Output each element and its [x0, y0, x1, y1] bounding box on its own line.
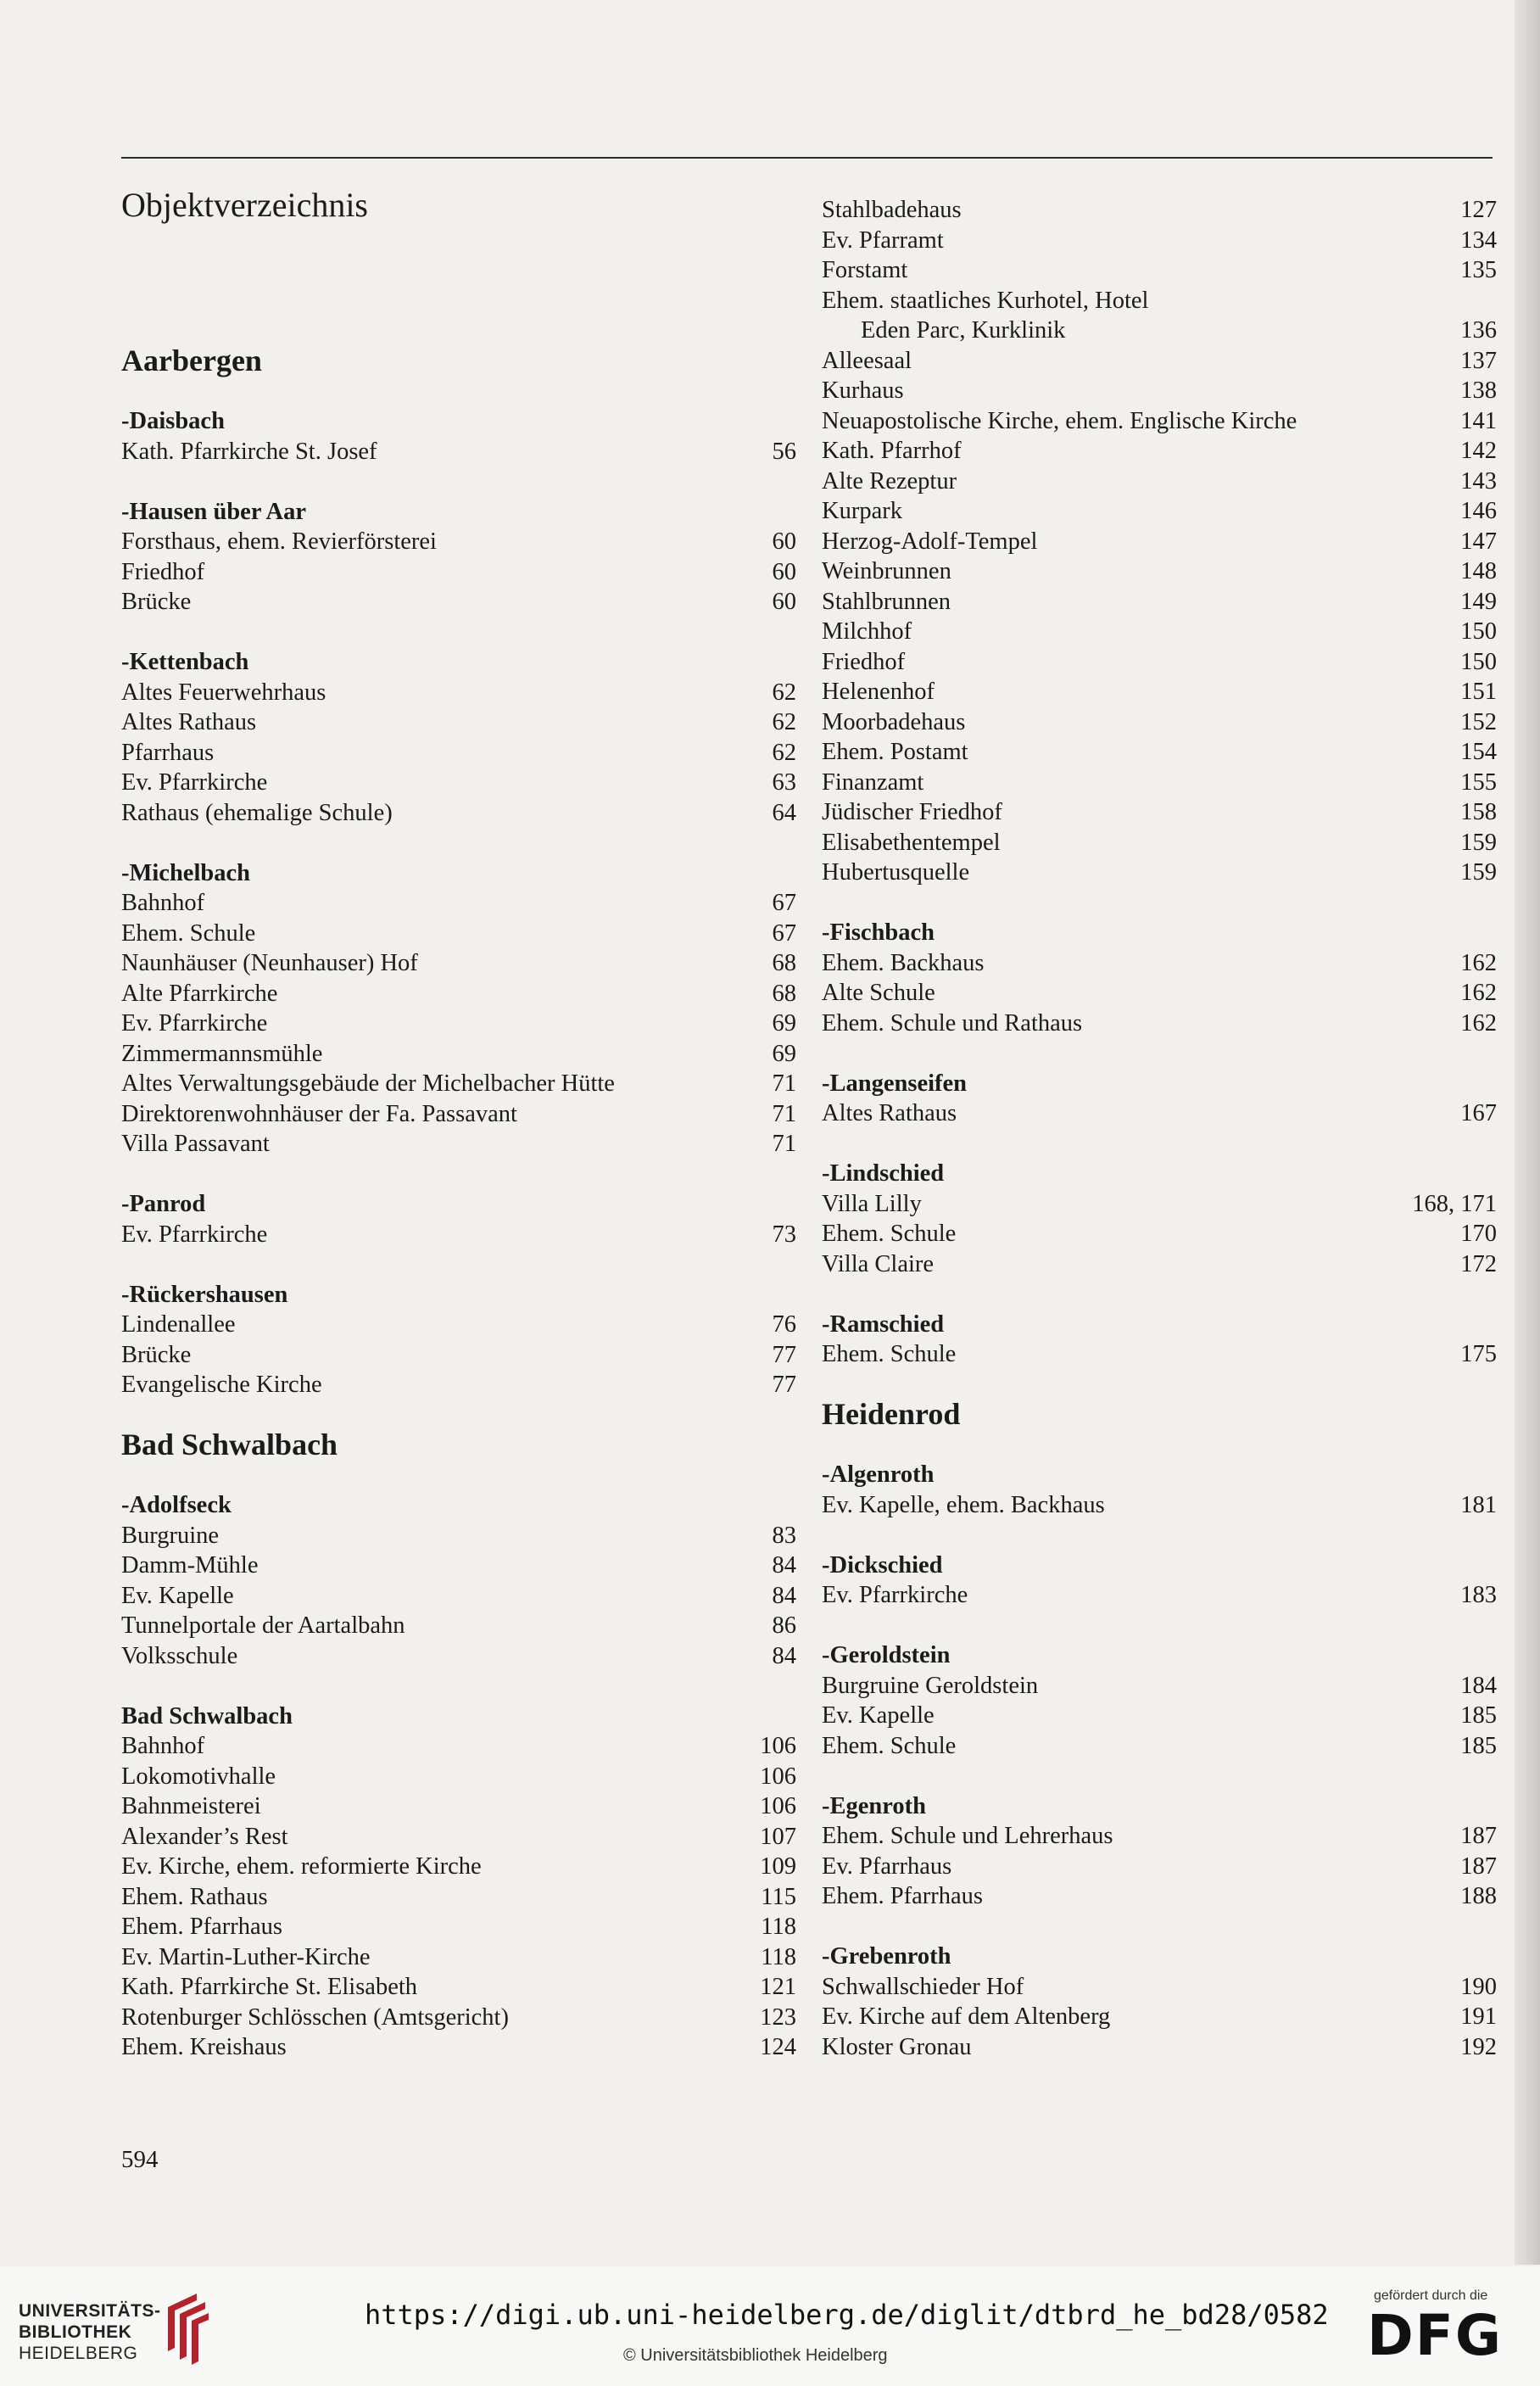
index-column-right: [822, 195, 1497, 2062]
entry-name: Villa Lilly: [822, 1190, 922, 1217]
index-entry: [822, 1249, 1497, 1280]
index-entry: [822, 195, 1497, 226]
locality-heading: -Dickschied: [822, 1551, 943, 1579]
entry-name: Zimmermannsmühle: [121, 1040, 323, 1067]
spacer: [121, 1400, 796, 1431]
index-entry: [121, 1310, 796, 1340]
entry-page: 143: [1460, 467, 1497, 495]
index-entry: [822, 1490, 1497, 1521]
entry-page: 127: [1460, 197, 1497, 223]
spacer: [822, 1129, 1497, 1159]
entry-page: 152: [1460, 708, 1497, 735]
entry-page: 185: [1460, 1732, 1497, 1759]
entry-page: 150: [1460, 618, 1497, 645]
entry-name: Ehem. Pfarrhaus: [121, 1914, 282, 1940]
index-entry: [121, 1611, 796, 1641]
entry-name: Ehem. staatliches Kurhotel, Hotel: [822, 287, 1149, 314]
entry-name: Forsthaus, ehem. Revierförsterei: [121, 528, 437, 555]
index-entry: [121, 707, 796, 738]
index-entry: [121, 1039, 796, 1070]
index-entry: [121, 437, 796, 467]
entry-name: Stahlbadehaus: [822, 197, 962, 223]
entry-page: 187: [1460, 1823, 1497, 1849]
entry-name: Alte Schule: [822, 980, 935, 1006]
section-heading: Aarbergen: [121, 344, 262, 377]
index-entry: [121, 2032, 796, 2063]
entry-name: Alte Rezeptur: [822, 467, 957, 495]
entry-name: Friedhof: [121, 558, 205, 585]
locality-heading: -Hausen über Aar: [121, 498, 306, 525]
entry-page: 167: [1460, 1100, 1497, 1126]
index-entry: [822, 556, 1497, 587]
index-entry: [822, 978, 1497, 1009]
entry-page: 136: [1460, 317, 1497, 344]
index-entry: [822, 1098, 1497, 1129]
index-entry: [822, 797, 1497, 828]
index-entry: [121, 919, 796, 949]
index-entry: [822, 617, 1497, 647]
index-entry: [822, 346, 1497, 377]
entry-name: Lokomotivhalle: [121, 1763, 276, 1790]
entry-page: 183: [1460, 1582, 1497, 1608]
entry-page: 154: [1460, 739, 1497, 765]
entry-name: Villa Claire: [822, 1250, 935, 1277]
entry-name: Ehem. Pfarrhaus: [822, 1883, 983, 1909]
entry-name: Herzog-Adolf-Tempel: [822, 528, 1038, 555]
entry-page: 124: [760, 2034, 796, 2060]
entry-page: 106: [760, 1793, 796, 1819]
entry-name: Rotenburger Schlösschen (Amtsgericht): [121, 2003, 509, 2031]
index-entry: [121, 557, 796, 588]
entry-page: 150: [1460, 648, 1497, 675]
index-entry: [121, 1069, 796, 1099]
entry-name: Forstamt: [822, 257, 908, 283]
entry-name: Schwallschieder Hof: [822, 1973, 1024, 2000]
index-entry: [121, 1521, 796, 1551]
index-entry: [121, 1912, 796, 1942]
index-entry: [822, 1339, 1497, 1370]
index-entry: [822, 737, 1497, 768]
entry-page: 106: [760, 1733, 796, 1759]
library-line-3: HEIDELBERG: [19, 2344, 138, 2363]
entry-name: Alleesaal: [822, 347, 912, 374]
entry-page: 142: [1460, 438, 1497, 464]
locality-heading: -Panrod: [121, 1191, 206, 1217]
entry-page: 147: [1460, 528, 1497, 555]
index-entry: [822, 1701, 1497, 1731]
index-entry: [121, 979, 796, 1009]
top-rule: [121, 157, 1493, 159]
entry-name: Milchhof: [822, 618, 912, 645]
entry-name: Ev. Kapelle, ehem. Backhaus: [822, 1491, 1105, 1518]
index-entry: [121, 1972, 796, 2003]
entry-name: Ev. Pfarrkirche: [121, 769, 268, 796]
entry-page: 159: [1460, 859, 1497, 886]
entry-name: Ehem. Schule: [121, 919, 256, 947]
index-entry: [822, 255, 1497, 286]
index-entry: [822, 858, 1497, 888]
dfg-logo: DFG: [1367, 2303, 1504, 2368]
entry-page: 62: [772, 679, 796, 706]
index-entry: [121, 1581, 796, 1612]
entry-page: 77: [772, 1341, 796, 1368]
entry-page: 184: [1460, 1672, 1497, 1699]
entry-name: Ehem. Schule: [822, 1732, 957, 1759]
entry-name: Altes Rathaus: [822, 1100, 957, 1126]
entry-name: Ehem. Postamt: [822, 739, 968, 765]
entry-name: Bahnmeisterei: [121, 1793, 261, 1819]
entry-page: 149: [1460, 588, 1497, 615]
entry-page: 63: [772, 769, 796, 796]
spacer: [822, 1430, 1497, 1461]
index-entry: [121, 888, 796, 919]
locality-heading: -Egenroth: [822, 1792, 926, 1819]
spacer: [121, 1159, 796, 1190]
entry-name: Rathaus (ehemalige Schule): [121, 799, 393, 826]
locality-heading: -Michelbach: [121, 859, 250, 886]
spacer: [121, 467, 796, 497]
index-entry: [822, 1671, 1497, 1701]
index-entry: [822, 436, 1497, 467]
entry-name: Tunnelportale der Aartalbahn: [121, 1612, 405, 1639]
index-entry: [822, 1731, 1497, 1762]
entry-page: 68: [772, 980, 796, 1007]
entry-page: 185: [1460, 1702, 1497, 1729]
entry-name: Kath. Pfarrkirche St. Josef: [121, 438, 377, 465]
index-entry: [822, 496, 1497, 527]
index-entry: [121, 527, 796, 557]
library-line-1: UNIVERSITÄTS-: [19, 2301, 161, 2321]
entry-name: Damm-Mühle: [121, 1552, 259, 1579]
index-entry: [822, 2002, 1497, 2032]
index-entry: [121, 2003, 796, 2033]
entry-page: 84: [772, 1642, 796, 1669]
index-entry: [822, 1852, 1497, 1882]
section-heading: Bad Schwalbach: [121, 1428, 338, 1461]
index-entry: [822, 467, 1497, 497]
entry-page: 121: [760, 1974, 796, 2000]
index-entry: [822, 1972, 1497, 2003]
index-entry: [822, 316, 1497, 346]
index-entry: [121, 1099, 796, 1130]
copyright-notice: © Universitätsbibliothek Heidelberg: [623, 2346, 888, 2365]
page-edge: [1515, 0, 1540, 2265]
entry-name: Ehem. Schule: [822, 1221, 957, 1247]
entry-name: Brücke: [121, 1341, 192, 1368]
spacer: [121, 617, 796, 648]
entry-page: 135: [1460, 257, 1497, 283]
entry-name: Ev. Pfarrkirche: [822, 1582, 968, 1608]
entry-page: 106: [760, 1763, 796, 1790]
index-entry: [121, 1852, 796, 1882]
spacer: [822, 1520, 1497, 1551]
entry-page: 71: [772, 1100, 796, 1127]
entry-name: Altes Rathaus: [121, 709, 257, 735]
entry-name: Ev. Kapelle: [822, 1702, 935, 1729]
entry-name: Friedhof: [822, 648, 906, 675]
entry-name: Bahnhof: [121, 1733, 205, 1759]
entry-page: 67: [772, 919, 796, 947]
entry-name: Ehem. Schule: [822, 1341, 957, 1367]
entry-page: 83: [772, 1522, 796, 1549]
locality-heading: -Daisbach: [121, 408, 225, 434]
index-entry: [822, 707, 1497, 738]
index-entry: [121, 1340, 796, 1371]
permalink-url[interactable]: https://digi.ub.uni-heidelberg.de/diglit/dtbrd_he_bd28/0582: [365, 2299, 1329, 2331]
index-entry: [822, 226, 1497, 256]
index-entry: [822, 286, 1497, 316]
entry-page: 146: [1460, 498, 1497, 524]
entry-page: 158: [1460, 799, 1497, 825]
entry-name: Moorbadehaus: [822, 708, 966, 735]
entry-name: Ehem. Schule und Lehrerhaus: [822, 1823, 1113, 1849]
entry-name: Elisabethentempel: [822, 829, 1001, 856]
index-entry: [121, 798, 796, 829]
entry-name: Evangelische Kirche: [121, 1372, 322, 1398]
entry-page: 84: [772, 1552, 796, 1579]
entry-page: 170: [1460, 1221, 1497, 1247]
entry-page: 86: [772, 1612, 796, 1639]
index-entry: [121, 1942, 796, 1973]
spacer: [822, 1912, 1497, 1942]
spacer: [121, 1461, 796, 1491]
entry-name: Ev. Pfarrkirche: [121, 1221, 268, 1248]
entry-page: 181: [1460, 1491, 1497, 1518]
spacer: [822, 1370, 1497, 1400]
entry-name: Alexander’s Rest: [121, 1823, 288, 1850]
entry-page: 191: [1460, 2003, 1497, 2030]
entry-name: Kath. Pfarrhof: [822, 438, 962, 464]
spacer: [121, 1671, 796, 1701]
entry-name: Ev. Pfarramt: [822, 226, 944, 254]
entry-page: 162: [1460, 1009, 1497, 1037]
entry-name: Villa Passavant: [121, 1131, 270, 1157]
entry-page: 107: [760, 1823, 796, 1850]
entry-page: 64: [772, 799, 796, 826]
entry-name: Ehem. Kreishaus: [121, 2034, 287, 2060]
library-line-2: BIBLIOTHEK: [19, 2322, 132, 2342]
entry-page: 175: [1460, 1341, 1497, 1367]
entry-page: 56: [772, 438, 796, 465]
entry-name: Lindenallee: [121, 1311, 236, 1338]
entry-page: 76: [772, 1311, 796, 1338]
entry-page: 141: [1460, 407, 1497, 434]
index-entry: [822, 1580, 1497, 1611]
index-entry: [822, 587, 1497, 617]
entry-name: Pfarrhaus: [121, 739, 215, 766]
entry-name: Ev. Pfarrkirche: [121, 1010, 268, 1037]
locality-heading: -Adolfseck: [121, 1492, 232, 1518]
section-heading: Heidenrod: [822, 1397, 961, 1431]
entry-page: 148: [1460, 558, 1497, 584]
index-entry: [121, 768, 796, 798]
entry-page: 123: [760, 2003, 796, 2031]
entry-name: Helenenhof: [822, 679, 935, 705]
locality-heading: -Geroldstein: [822, 1642, 951, 1668]
entry-name: Kurpark: [822, 498, 902, 524]
index-entry: [822, 2032, 1497, 2063]
entry-name: Ev. Kirche auf dem Altenberg: [822, 2003, 1111, 2030]
index-entry: [822, 647, 1497, 678]
entry-page: 84: [772, 1582, 796, 1609]
index-entry: [822, 948, 1497, 979]
entry-page: 77: [772, 1372, 796, 1398]
index-entry: [822, 1189, 1497, 1220]
index-entry: [121, 1731, 796, 1762]
entry-name: Ev. Martin-Luther-Kirche: [121, 1943, 371, 1970]
entry-page: 62: [772, 709, 796, 735]
index-entry: [822, 1881, 1497, 1912]
index-entry: [121, 738, 796, 768]
index-entry: [822, 376, 1497, 406]
entry-page: 172: [1460, 1250, 1497, 1277]
index-entry: [121, 678, 796, 708]
index-entry: [121, 1641, 796, 1672]
spacer: [121, 377, 796, 407]
index-entry: [121, 1791, 796, 1822]
entry-name: Burgruine: [121, 1522, 220, 1549]
locality-heading: Bad Schwalbach: [121, 1702, 293, 1729]
entry-page: 168, 171: [1412, 1190, 1497, 1217]
entry-name: Ehem. Rathaus: [121, 1883, 268, 1910]
entry-page: 60: [772, 558, 796, 585]
entry-name: Altes Verwaltungsgebäude der Michelbacher Hütte: [121, 1070, 615, 1097]
locality-heading: -Rückershausen: [121, 1281, 288, 1308]
library-logo-icon: [161, 2288, 212, 2366]
entry-name: Kloster Gronau: [822, 2033, 972, 2060]
page-title: Objektverzeichnis: [121, 186, 368, 224]
entry-name: Neuapostolische Kirche, ehem. Englische Kirche: [822, 407, 1297, 434]
entry-page: 187: [1460, 1852, 1497, 1880]
entry-page: 73: [772, 1221, 796, 1248]
entry-page: 118: [761, 1943, 796, 1970]
entry-page: 155: [1460, 768, 1497, 796]
locality-heading: -Kettenbach: [121, 649, 249, 675]
entry-name: Hubertusquelle: [822, 859, 970, 886]
entry-page: 71: [772, 1070, 796, 1097]
index-entry: [822, 828, 1497, 858]
spacer: [822, 1038, 1497, 1069]
spacer: [121, 1249, 796, 1280]
entry-name: Ev. Kapelle: [121, 1582, 234, 1609]
entry-name: Naunhäuser (Neunhauser) Hof: [121, 950, 418, 976]
index-entry: [121, 1762, 796, 1792]
entry-page: 60: [772, 528, 796, 555]
index-entry: [822, 1009, 1497, 1039]
entry-name: Eden Parc, Kurklinik: [861, 317, 1066, 344]
entry-page: 109: [760, 1853, 796, 1880]
entry-page: 115: [761, 1883, 796, 1910]
entry-name: Ehem. Backhaus: [822, 949, 985, 976]
entry-name: Kurhaus: [822, 377, 904, 404]
entry-page: 62: [772, 739, 796, 766]
entry-page: 68: [772, 950, 796, 976]
entry-page: 192: [1460, 2033, 1497, 2060]
entry-name: Alte Pfarrkirche: [121, 980, 278, 1007]
entry-page: 151: [1460, 679, 1497, 705]
locality-heading: -Langenseifen: [822, 1070, 967, 1097]
entry-name: Ehem. Schule und Rathaus: [822, 1009, 1083, 1037]
entry-page: 188: [1460, 1883, 1497, 1909]
entry-page: 118: [761, 1914, 796, 1940]
entry-name: Jüdischer Friedhof: [822, 799, 1002, 825]
index-entry: [822, 527, 1497, 557]
entry-name: Direktorenwohnhäuser der Fa. Passavant: [121, 1100, 517, 1127]
entry-page: 138: [1460, 377, 1497, 404]
spacer: [822, 1611, 1497, 1641]
locality-heading: -Ramschied: [822, 1310, 945, 1338]
spacer: [822, 1761, 1497, 1791]
index-entry: [121, 587, 796, 617]
index-entry: [121, 1370, 796, 1400]
entry-page: 69: [772, 1040, 796, 1067]
index-entry: [121, 1129, 796, 1159]
entry-name: Burgruine Geroldstein: [822, 1672, 1039, 1699]
locality-heading: -Algenroth: [822, 1461, 935, 1488]
entry-page: 190: [1460, 1973, 1497, 2000]
entry-page: 69: [772, 1010, 796, 1037]
entry-name: Ev. Pfarrhaus: [822, 1852, 952, 1880]
entry-name: Stahlbrunnen: [822, 588, 951, 615]
funding-note: gefördert durch die: [1374, 2288, 1488, 2303]
entry-name: Altes Feuerwehrhaus: [121, 679, 326, 706]
entry-name: Weinbrunnen: [822, 558, 951, 584]
index-column-left: [121, 346, 796, 2063]
locality-heading: -Lindschied: [822, 1160, 945, 1187]
entry-name: Ev. Kirche, ehem. reformierte Kirche: [121, 1853, 482, 1880]
locality-heading: -Fischbach: [822, 919, 935, 946]
spacer: [121, 828, 796, 858]
index-entry: [121, 948, 796, 979]
entry-page: 162: [1460, 980, 1497, 1006]
locality-heading: -Grebenroth: [822, 1943, 951, 1970]
entry-page: 67: [772, 890, 796, 916]
index-entry: [822, 768, 1497, 798]
entry-name: Bahnhof: [121, 890, 205, 916]
index-entry: [121, 1009, 796, 1039]
entry-page: 162: [1460, 949, 1497, 976]
spacer: [822, 1279, 1497, 1310]
entry-name: Volksschule: [121, 1642, 238, 1669]
entry-page: 60: [772, 589, 796, 615]
entry-name: Kath. Pfarrkirche St. Elisabeth: [121, 1974, 418, 2000]
entry-name: Finanzamt: [822, 768, 924, 796]
entry-page: 71: [772, 1131, 796, 1157]
entry-page: 159: [1460, 829, 1497, 856]
index-entry: [822, 406, 1497, 437]
library-logo-text: [19, 2300, 161, 2364]
entry-page: 134: [1460, 226, 1497, 254]
index-entry: [822, 1219, 1497, 1249]
index-entry: [822, 1821, 1497, 1852]
entry-page: 137: [1460, 347, 1497, 374]
index-entry: [822, 677, 1497, 707]
entry-name: Brücke: [121, 589, 192, 615]
index-entry: [121, 1220, 796, 1250]
spacer: [822, 888, 1497, 919]
index-entry: [121, 1551, 796, 1581]
index-entry: [121, 1882, 796, 1913]
page-number: 594: [121, 2146, 159, 2173]
index-entry: [121, 1822, 796, 1852]
